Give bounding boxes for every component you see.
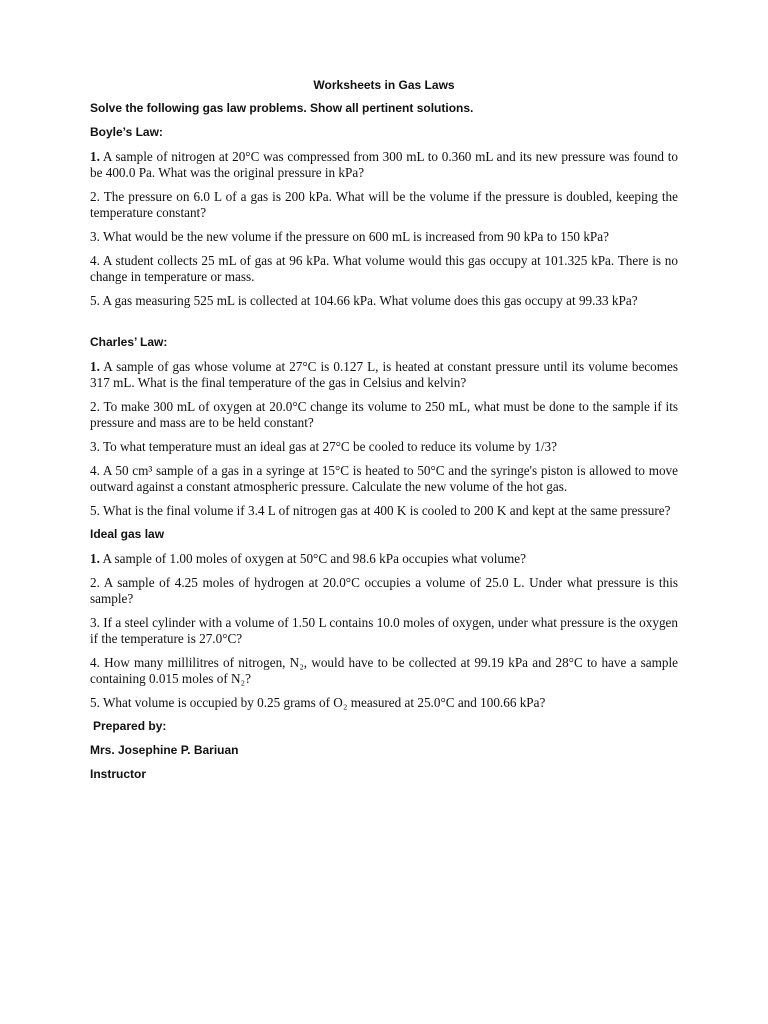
problem-number: 2. [90,399,100,414]
problem-text: A sample of 1.00 moles of oxygen at 50°C and 98.6 kPa occupies what volume? [99,551,526,566]
problem-item [90,551,678,567]
problem-text: What is the final volume if 3.4 L of nitrogen gas at 400 K is cooled to 200 K and kept at the same pressure? [99,503,671,518]
problem-text: What would be the new volume if the pressure on 600 mL is increased from 90 kPa to 150 kPa? [99,229,609,244]
problem-text: The pressure on 6.0 L of a gas is 200 kPa. What will be the volume if the pressure is doubled, keeping the temperature constant? [90,189,678,220]
instructions: Solve the following gas law problems. Show all pertinent solutions. [90,101,474,115]
problem-number: 2. [90,189,100,204]
problem-text: What volume is occupied by 0.25 grams of O₂ measured at 25.0°C and 100.66 kPa? [99,695,546,710]
problem-item [90,575,678,607]
problem-item [90,615,678,647]
instructor-role: Instructor [90,767,147,781]
problem-item [90,359,678,391]
instructor-name: Mrs. Josephine P. Bariuan [90,743,239,757]
prepared-by-label: Prepared by: [93,719,167,733]
problem-item [90,229,678,245]
problem-text: If a steel cylinder with a volume of 1.50 L contains 10.0 moles of oxygen, under what pressure is the oxygen if the temperature is 27.0°C? [90,615,678,646]
section-heading: Charles’ Law: [90,335,168,349]
problem-item [90,655,678,687]
section-heading: Boyle’s Law: [90,125,163,139]
problem-number: 3. [90,439,100,454]
problem-text: A 50 cm³ sample of a gas in a syringe at 15°C is heated to 50°C and the syringe's piston is allowed to move outward against a constant atmospheric pressure. Calculate the new volume of the hot gas. [90,463,678,494]
section-ideal-gas-law [90,527,678,711]
problem-item [90,253,678,285]
problem-text: A gas measuring 525 mL is collected at 104.66 kPa. What volume does this gas occupy at 99.33 kPa? [99,293,638,308]
problem-item [90,439,678,455]
problem-text: A sample of 4.25 moles of hydrogen at 20.0°C occupies a volume of 25.0 L. Under what pressure is this sample? [90,575,678,606]
problem-text: A sample of nitrogen at 20°C was compressed from 300 mL to 0.360 mL and its new pressure was found to be 400.0 Pa. What was the original pressure in kPa? [90,149,678,180]
problem-number: 2. [90,575,100,590]
problem-text: To what temperature must an ideal gas at 27°C be cooled to reduce its volume by 1/3? [99,439,558,454]
problem-number: 1. [90,149,100,164]
problem-item [90,503,678,519]
problem-number: 4. [90,463,100,478]
problem-text: To make 300 mL of oxygen at 20.0°C change its volume to 250 mL, what must be done to the sample if its pressure and mass are to be held constant? [90,399,678,430]
problem-item [90,463,678,495]
section-charles-law [90,335,678,519]
section-boyles-law [90,125,678,309]
problem-item [90,149,678,181]
page-title: Worksheets in Gas Laws [313,78,455,92]
problem-item [90,399,678,431]
worksheet-body [90,101,678,791]
problem-number: 3. [90,615,100,630]
problem-number: 5. [90,293,100,308]
problem-item [90,189,678,221]
problem-item [90,293,678,309]
problem-text: A student collects 25 mL of gas at 96 kPa. What volume would this gas occupy at 101.325 kPa. There is no change in temperature or mass. [90,253,678,284]
problem-number: 3. [90,229,100,244]
problem-text: How many millilitres of nitrogen, N₂, would have to be collected at 99.19 kPa and 28°C to have a sample containing 0.015 moles of N₂? [90,655,678,686]
section-heading: Ideal gas law [90,527,165,541]
problem-number: 1. [90,359,100,374]
problem-text: A sample of gas whose volume at 27°C is 0.127 L, is heated at constant pressure until its volume becomes 317 mL. What is the final temperature of the gas in Celsius and kelvin? [90,359,678,390]
problem-number: 1. [90,551,100,566]
signature-block [90,719,678,781]
problem-number: 5. [90,503,100,518]
problem-item [90,695,678,711]
problem-number: 4. [90,655,100,670]
problem-number: 5. [90,695,100,710]
problem-number: 4. [90,253,100,268]
